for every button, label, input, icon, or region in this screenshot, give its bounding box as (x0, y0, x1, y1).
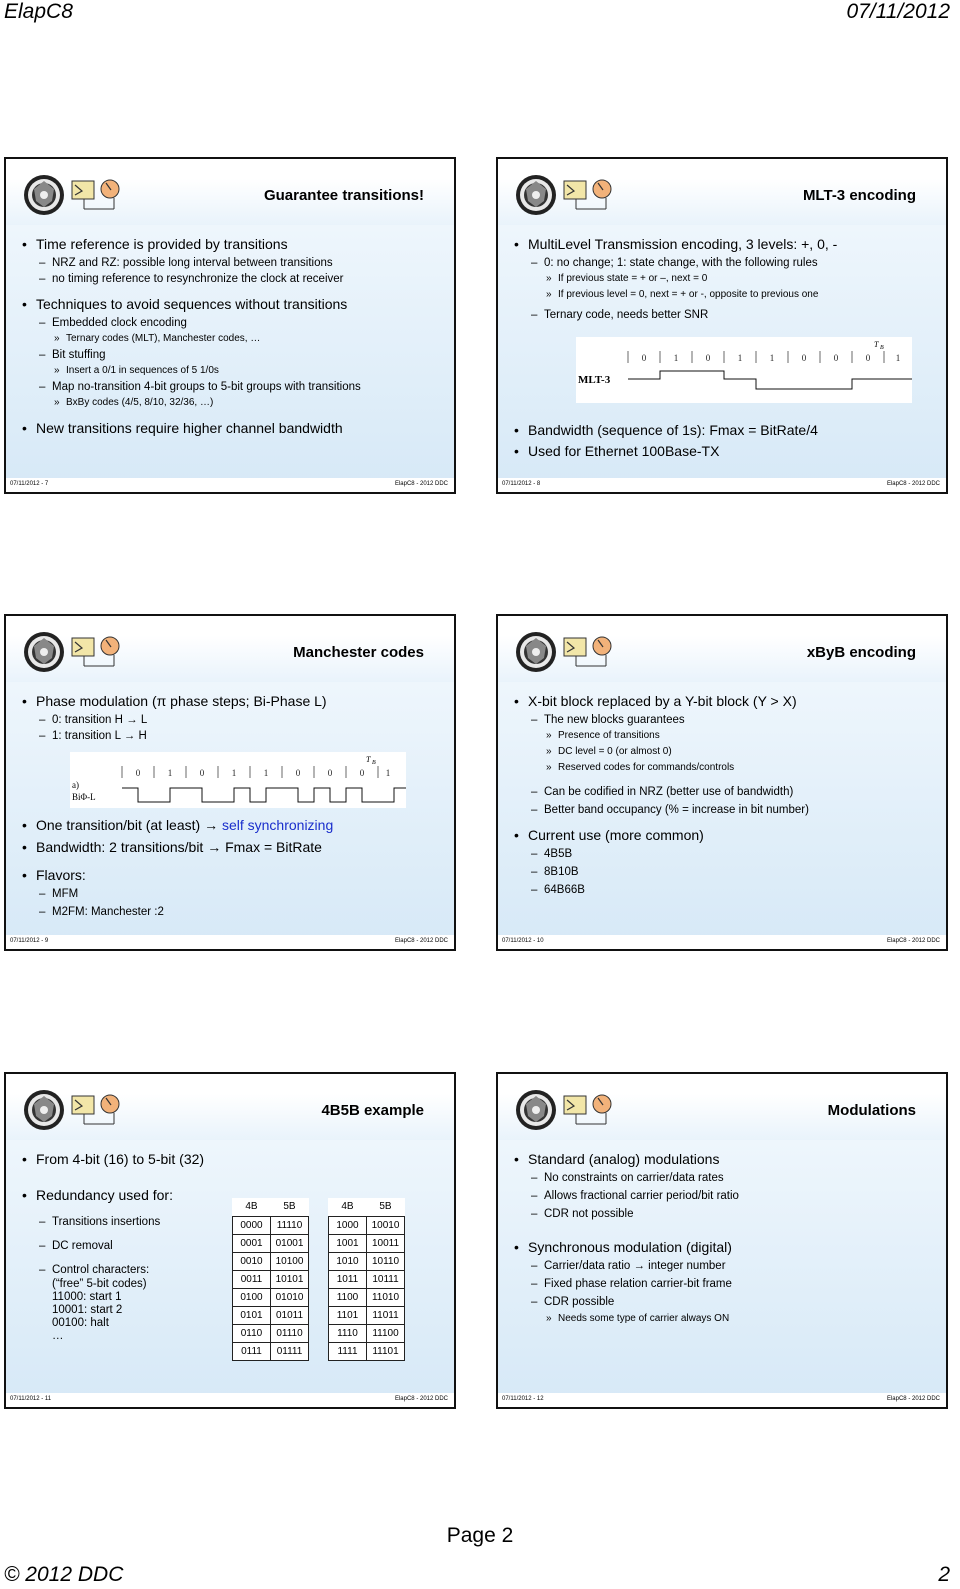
table-row (233, 1234, 309, 1252)
sub-bullet: – Ternary code, needs better SNR (512, 307, 938, 323)
bit-label: 0 (641, 353, 647, 363)
slide-footer-date: 07/11/2012 - 9 (10, 938, 49, 944)
bullet: • Current use (more common) (512, 826, 938, 844)
slide-title: xByB encoding (806, 644, 916, 661)
ddc-logo-icon (22, 1086, 132, 1136)
tb-subscript: B (372, 760, 376, 766)
sub-bullet: – 0: transition H → L (20, 712, 446, 728)
table-cell: 11101 (367, 1342, 405, 1360)
sub-bullet: – The new blocks guarantees (512, 712, 938, 728)
sub-sub-bullet: » DC level = 0 (or almost 0) (512, 744, 938, 760)
sub-bullet: – Control characters: (20, 1262, 214, 1278)
bullet: • Synchronous modulation (digital) (512, 1238, 938, 1256)
sub-bullet: – 0: no change; 1: state change, with the following rules (512, 255, 938, 271)
slide-footer-date: 07/11/2012 - 10 (502, 938, 544, 944)
ddc-logo-icon (514, 628, 624, 678)
table-row (329, 1252, 405, 1270)
table-row (233, 1324, 309, 1342)
table-row (329, 1270, 405, 1288)
page-number-label: Page 2 (446, 1524, 514, 1547)
tb-label: T (366, 755, 371, 764)
mlt3-waveform-figure (576, 337, 912, 403)
table-row (233, 1306, 309, 1324)
bit-label: 1 (167, 768, 173, 778)
sub-sub-bullet: » Ternary codes (MLT), Manchester codes, … (20, 331, 446, 347)
sub-bullet: – 8B10B (512, 864, 938, 880)
bit-label: 0 (801, 353, 807, 363)
table-cell: 1000 (329, 1216, 367, 1234)
table-row (233, 1342, 309, 1360)
table-cell: 10111 (367, 1270, 405, 1288)
table-row (233, 1270, 309, 1288)
bullet: • Used for Ethernet 100Base-TX (512, 442, 938, 460)
table-header: 4B (245, 1201, 258, 1213)
table-header: 5B (283, 1201, 296, 1213)
ddc-logo-icon (514, 1086, 624, 1136)
mlt3-label: MLT-3 (578, 374, 611, 386)
slide-footer (498, 1393, 946, 1407)
table-cell: 0001 (233, 1234, 271, 1252)
table-row (329, 1216, 405, 1234)
bit-label: 0 (295, 768, 301, 778)
sub-bullet: – CDR possible (512, 1294, 938, 1310)
table-cell: 01011 (271, 1306, 309, 1324)
slide-footer (498, 935, 946, 949)
bit-label: 0 (135, 768, 141, 778)
table-row (233, 1288, 309, 1306)
slide-modulations (496, 1072, 948, 1409)
page-number: 2 (938, 1563, 950, 1586)
sub-bullet: – Transitions insertions (20, 1214, 214, 1230)
bullet: • From 4-bit (16) to 5-bit (32) (20, 1150, 214, 1168)
bullet: • X-bit block replaced by a Y-bit block (Y > X) (512, 692, 938, 710)
slide-mlt3-encoding (496, 157, 948, 494)
table-cell: 10011 (367, 1234, 405, 1252)
bullet: • Redundancy used for: (20, 1186, 214, 1204)
sub-bullet: – Can be codified in NRZ (better use of bandwidth) (512, 784, 938, 800)
table-cell: 1001 (329, 1234, 367, 1252)
bit-label: 0 (833, 353, 839, 363)
table-cell: 1011 (329, 1270, 367, 1288)
bit-label: 1 (231, 768, 237, 778)
bullet: • Flavors: (20, 866, 446, 884)
bit-label: 0 (705, 353, 711, 363)
table-row (329, 1306, 405, 1324)
ddc-logo-icon (22, 171, 132, 221)
sub-bullet: – NRZ and RZ: possible long interval between transitions (20, 255, 446, 271)
biphase-label: BiΦ-L (72, 792, 96, 802)
table-cell: 1100 (329, 1288, 367, 1306)
slide-footer-source: ElapC8 - 2012 DDC (886, 1396, 940, 1402)
bullet: • Phase modulation (π phase steps; Bi-Phase L) (20, 692, 446, 710)
ddc-logo-icon (22, 628, 132, 678)
sub-bullet: – No constraints on carrier/data rates (512, 1170, 938, 1186)
slide-footer-date: 07/11/2012 - 8 (502, 481, 541, 487)
slide-manchester-codes (4, 614, 456, 951)
table-cell: 01010 (271, 1288, 309, 1306)
bullet: • Bandwidth (sequence of 1s): Fmax = BitRate/4 (512, 421, 938, 439)
bit-label: 0 (865, 353, 871, 363)
table-row (329, 1288, 405, 1306)
sub-bullet: – Embedded clock encoding (20, 315, 446, 331)
figure-label-a: a) (72, 780, 79, 790)
slide-title: 4B5B example (321, 1102, 424, 1119)
slide-footer (6, 935, 454, 949)
table-cell: 11100 (367, 1324, 405, 1342)
sub-bullet: – 4B5B (512, 846, 938, 862)
table-cell: 10101 (271, 1270, 309, 1288)
bullet: • Time reference is provided by transitions (20, 235, 446, 253)
sub-bullet: – Carrier/data ratio → integer number (512, 1258, 938, 1274)
tb-subscript: B (880, 345, 884, 351)
ddc-logo-icon (514, 171, 624, 221)
slide-4b5b-example (4, 1072, 456, 1409)
table-cell: 1110 (329, 1324, 367, 1342)
highlight-text: self synchronizing (221, 817, 334, 833)
sub-sub-bullet: » Insert a 0/1 in sequences of 5 1/0s (20, 363, 446, 379)
slide-title: Guarantee transitions! (263, 187, 424, 204)
sub-bullet: – CDR not possible (512, 1206, 938, 1222)
slide-footer-date: 07/11/2012 - 7 (10, 481, 49, 487)
bullet: • Techniques to avoid sequences without transitions (20, 295, 446, 313)
bullet-text: One transition/bit (at least) → (36, 817, 219, 833)
table-row (329, 1342, 405, 1360)
table-cell: 11010 (367, 1288, 405, 1306)
sub-sub-bullet: » Presence of transitions (512, 728, 938, 744)
table-cell: 1010 (329, 1252, 367, 1270)
bullet: • Bandwidth: 2 transitions/bit → Fmax = BitRate (20, 838, 446, 856)
sub-sub-bullet: » Needs some type of carrier always ON (512, 1311, 938, 1327)
slide-footer-source: ElapC8 - 2012 DDC (394, 481, 448, 487)
bullet: • MultiLevel Transmission encoding, 3 levels: +, 0, - (512, 235, 938, 253)
table-cell: 11110 (271, 1216, 309, 1234)
control-char-note: 11000: start 1 (52, 1291, 122, 1303)
table-cell: 10110 (367, 1252, 405, 1270)
slide-footer-source: ElapC8 - 2012 DDC (394, 1396, 448, 1402)
bullet: • Standard (analog) modulations (512, 1150, 938, 1168)
sub-sub-bullet: » If previous state = + or –, next = 0 (512, 271, 938, 287)
table-cell: 01110 (271, 1324, 309, 1342)
table-cell: 0000 (233, 1216, 271, 1234)
sub-bullet: – Better band occupancy (% = increase in bit number) (512, 802, 938, 818)
control-char-note: … (52, 1330, 64, 1342)
sub-bullet: – Fixed phase relation carrier-bit frame (512, 1276, 938, 1292)
slide-footer-source: ElapC8 - 2012 DDC (886, 481, 940, 487)
table-cell: 01001 (271, 1234, 309, 1252)
table-cell: 01111 (271, 1342, 309, 1360)
table-cell: 1101 (329, 1306, 367, 1324)
bullet (20, 816, 446, 834)
bit-label: 1 (673, 353, 679, 363)
bit-label: 1 (895, 353, 901, 363)
slide-guarantee-transitions (4, 157, 456, 494)
manchester-waveform-figure (70, 752, 406, 808)
sub-sub-bullet: » If previous level = 0, next = + or -, opposite to previous one (512, 287, 938, 303)
slide-title: Manchester codes (293, 644, 424, 661)
code-table-left (232, 1198, 309, 1361)
sub-bullet: – DC removal (20, 1238, 214, 1254)
control-char-note: 00100: halt (52, 1317, 109, 1329)
sub-sub-bullet: » BxBy codes (4/5, 8/10, 32/36, …) (20, 395, 446, 411)
slide-footer (498, 478, 946, 492)
table-cell: 1111 (329, 1342, 367, 1360)
slide-footer (6, 1393, 454, 1407)
control-char-note: 10001: start 2 (52, 1304, 123, 1316)
slide-footer (6, 478, 454, 492)
bit-label: 0 (327, 768, 333, 778)
table-row (329, 1324, 405, 1342)
table-cell: 11011 (367, 1306, 405, 1324)
page-header-title: ElapC8 (4, 0, 73, 23)
table-cell: 0110 (233, 1324, 271, 1342)
slide-title: Modulations (827, 1102, 916, 1119)
sub-bullet: – Allows fractional carrier period/bit ratio (512, 1188, 938, 1204)
table-cell: 0101 (233, 1306, 271, 1324)
sub-bullet: – 64B66B (512, 882, 938, 898)
sub-bullet: – no timing reference to resynchronize the clock at receiver (20, 271, 446, 287)
bit-label: 1 (263, 768, 269, 778)
manchester-waveform (122, 788, 406, 802)
control-char-note: (“free” 5-bit codes) (52, 1278, 147, 1290)
sub-bullet: – M2FM: Manchester :2 (20, 904, 446, 920)
table-header: 4B (341, 1201, 354, 1213)
table-cell: 0100 (233, 1288, 271, 1306)
sub-bullet: – MFM (20, 886, 446, 902)
table-cell: 0011 (233, 1270, 271, 1288)
mlt3-waveform (628, 371, 912, 389)
sub-bullet: – Bit stuffing (20, 347, 446, 363)
table-cell: 10010 (367, 1216, 405, 1234)
page-header-date: 07/11/2012 (846, 0, 950, 23)
table-row (329, 1234, 405, 1252)
bit-label: 1 (385, 768, 391, 778)
code-table-right (328, 1198, 405, 1361)
table-cell: 10100 (271, 1252, 309, 1270)
table-row (233, 1216, 309, 1234)
table-header: 5B (379, 1201, 392, 1213)
slide-footer-source: ElapC8 - 2012 DDC (394, 938, 448, 944)
slide-xbyb-encoding (496, 614, 948, 951)
slide-footer-date: 07/11/2012 - 11 (10, 1396, 52, 1402)
bit-label: 0 (199, 768, 205, 778)
bit-label: 1 (737, 353, 743, 363)
slide-footer-date: 07/11/2012 - 12 (502, 1396, 544, 1402)
table-cell: 0010 (233, 1252, 271, 1270)
sub-sub-bullet: » Reserved codes for commands/controls (512, 760, 938, 776)
table-cell: 0111 (233, 1342, 271, 1360)
sub-bullet: – Map no-transition 4-bit groups to 5-bit groups with transitions (20, 379, 446, 395)
bullet: • New transitions require higher channel bandwidth (20, 419, 446, 437)
sub-bullet: – 1: transition L → H (20, 728, 446, 744)
tb-label: T (874, 340, 879, 349)
bit-label: 0 (359, 768, 365, 778)
slide-title: MLT-3 encoding (802, 187, 916, 204)
copyright-label: © 2012 DDC (4, 1563, 124, 1586)
slide-footer-source: ElapC8 - 2012 DDC (886, 938, 940, 944)
table-row (233, 1252, 309, 1270)
bit-label: 1 (769, 353, 775, 363)
